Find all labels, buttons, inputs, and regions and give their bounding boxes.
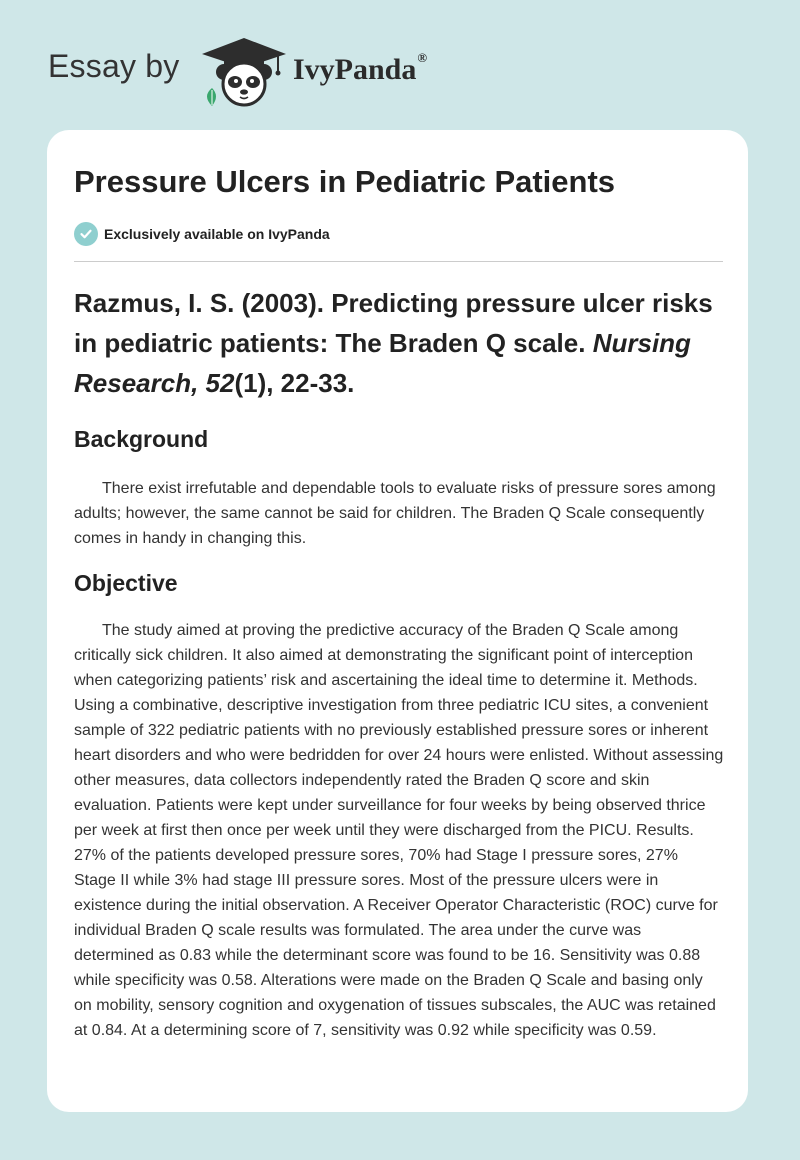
section-heading-background: Background [74,426,209,452]
brand-name[interactable] [293,50,428,87]
registered-mark: ® [417,50,428,65]
exclusive-label: Exclusively available on IvyPanda [104,226,330,242]
page-title: Pressure Ulcers in Pediatric Patients [74,164,616,199]
site-header [0,0,800,120]
panda-graduate-logo-icon[interactable] [198,36,290,108]
citation-heading [74,283,729,403]
exclusive-badge [74,222,330,246]
brand-name-text: IvyPanda [293,53,417,86]
section-heading-objective: Objective [74,570,178,596]
essay-by-label: Essay by [48,48,180,84]
section-text-background: There exist irrefutable and dependable tools to evaluate risks of pressure sores among adults; however, the same cannot be said for children. The Braden Q Scale consequently comes in handy in changing this. [74,480,716,547]
check-circle-icon [74,222,98,246]
section-text-objective: The study aimed at proving the predictive accuracy of the Braden Q Scale among critically sick children. It also aimed at demonstrating the significant point of interception when categorizing patients’ risk and ascertaining the ideal time to determine it. Methods. Using a combinative, descriptive investigation from three pediatric ICU sites, a convenient sample of 322 pediatric patients with no previously established pressure sores or inherent heart disorders and who were bedridden for over 24 hours were enlisted. Without assessing other measures, data collectors independently rated the Braden Q score and skin evaluation. Patients were kept under surveillance for four weeks by being observed thrice per week at first then once per week until they were discharged from the PICU. Results. 27% of the patients developed pressure sores, 70% had Stage I pressure sores, 27% Stage II while 3% had stage III pressure sores. Most of the pressure ulcers were in existence during the initial observation. A Receiver Operator Characteristic (ROC) curve for individual Braden Q scale results was formulated. The area under the curve was determined as 0.83 while the determinant score was found to be 16. Sensitivity was 0.88 while specificity was 0.58. Alterations were made on the Braden Q Scale and basing only on mobility, sensory cognition and oxygenation of tissues subscales, the AUC was retained at 0.84. At a determining score of 7, sensitivity was 0.92 while specificity was 0.59. [74,622,724,1039]
citation-journal: Nursing Research, 52 [74,328,691,398]
citation-authors-title: Razmus, I. S. (2003). Predicting pressure ulcer risks in pediatric patients: The Braden Q scale. [74,288,713,358]
citation-issue-pages: (1), 22-33. [234,368,355,398]
divider [74,261,723,262]
essay-card [47,130,748,1112]
